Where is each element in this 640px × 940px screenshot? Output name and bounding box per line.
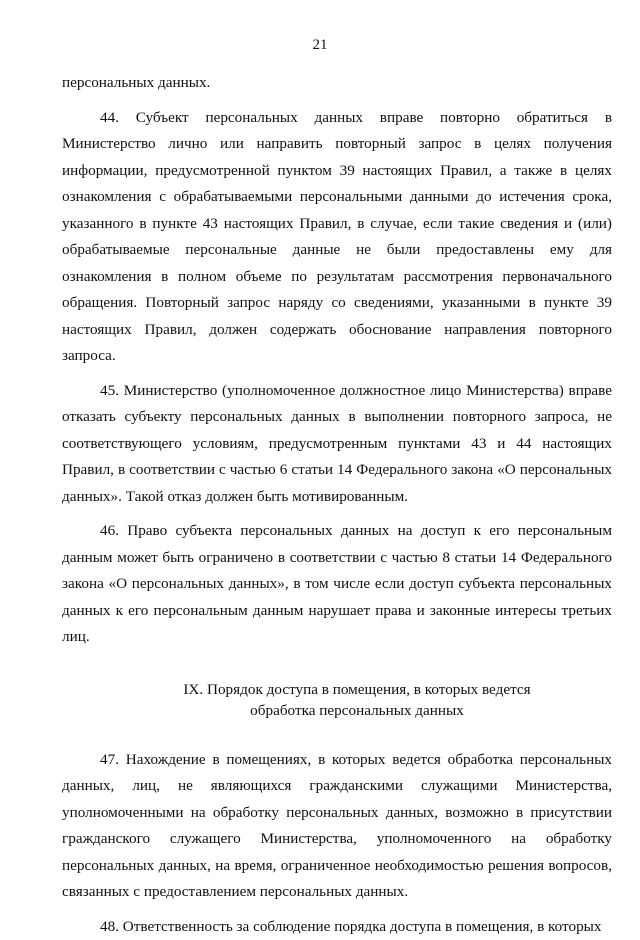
page-number: 21 xyxy=(0,36,640,54)
paragraph-46: 46. Право субъекта персональных данных на доступ к его персональным данным может быть ограничено в соответствии с частью 8 статьи 14 Федерального закона «О персональных данных», в том числе если доступ субъекта персональных данных к его персональным данным нарушает права и законные интересы третьих лиц. xyxy=(62,518,612,651)
section-heading-line2: обработка персональных данных xyxy=(102,700,612,721)
document-body xyxy=(62,70,612,940)
paragraph-47: 47. Нахождение в помещениях, в которых ведется обработка персональных данных, лиц, не являющихся гражданскими служащими Министерства, уполномоченными на обработку персональных данных, возможно в присутствии гражданского служащего Министерства, уполномоченного на обработку персональных данных, на время, ограниченное необходимостью решения вопросов, связанных с предоставлением персональных данных. xyxy=(62,747,612,906)
paragraph-44: 44. Субъект персональных данных вправе повторно обратиться в Министерство лично или направить повторный запрос в целях получения информации, предусмотренной пунктом 39 настоящих Правил, а также в целях ознакомления с обрабатываемыми персональными данными до истечения срока, указанного в пункте 43 настоящих Правил, в случае, если такие сведения и (или) обрабатываемые персональные данные не были предоставлены ему для ознакомления в полном объеме по результатам рассмотрения первоначального обращения. Повторный запрос наряду со сведениями, указанными в пункте 39 настоящих Правил, должен содержать обоснование направления повторного запроса. xyxy=(62,105,612,370)
section-heading xyxy=(62,679,612,721)
paragraph-45: 45. Министерство (уполномоченное должностное лицо Министерства) вправе отказать субъекту персональных данных в выполнении повторного запроса, не соответствующего условиям, предусмотренным пунктами 43 и 44 настоящих Правил, в соответствии с частью 6 статьи 14 Федерального закона «О персональных данных». Такой отказ должен быть мотивированным. xyxy=(62,378,612,511)
paragraph-continuation: персональных данных. xyxy=(62,70,612,97)
paragraph-48: 48. Ответственность за соблюдение порядка доступа в помещения, в которых xyxy=(62,914,612,940)
section-heading-line1: IX. Порядок доступа в помещения, в которых ведется xyxy=(102,679,612,700)
